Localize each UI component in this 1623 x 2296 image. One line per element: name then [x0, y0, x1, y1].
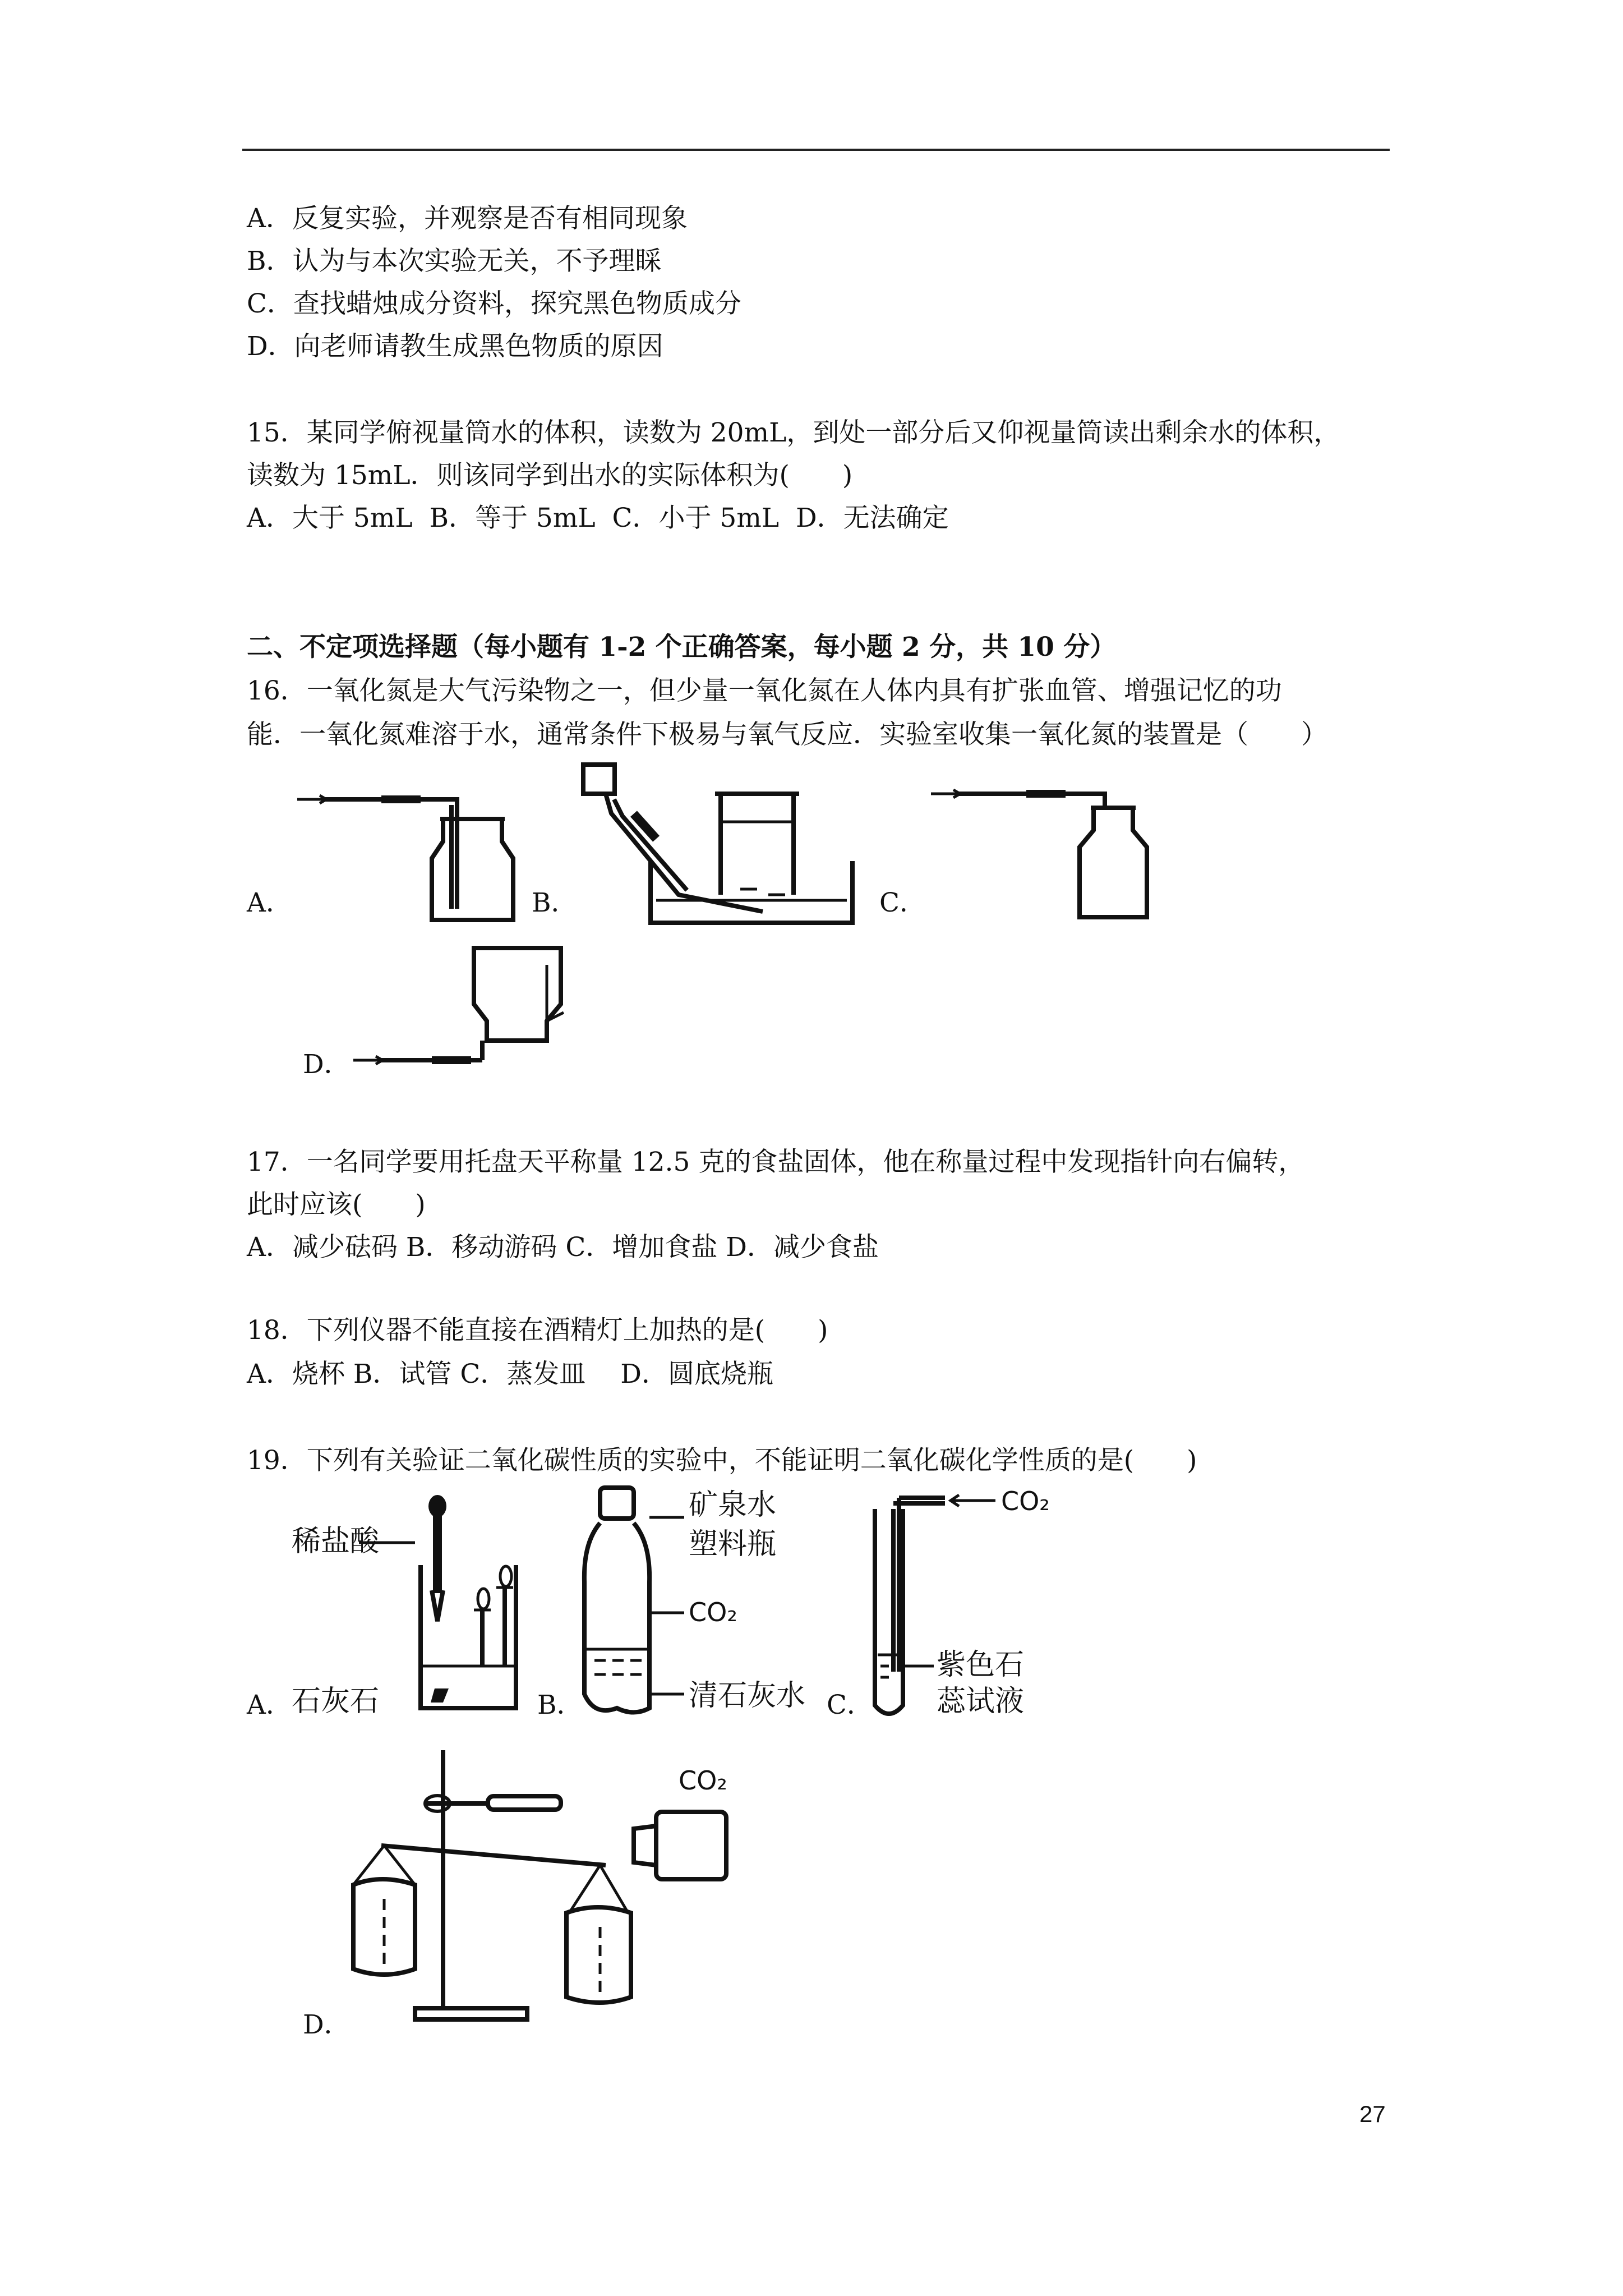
q16-figure-d — [348, 942, 583, 1077]
q19-fig-c-litmus-label-2: 蕊试液 — [937, 1685, 1025, 1718]
q19-stem: 19．下列有关验证二氧化碳性质的实验中，不能证明二氧化碳化学性质的是( ) — [247, 1445, 1197, 1476]
page-number: 27 — [1359, 2101, 1386, 2127]
q19-fig-b-bottle-label-2: 塑料瓶 — [689, 1527, 777, 1561]
q14-option-a: A．反复实验，并观察是否有相同现象 — [247, 203, 688, 234]
q14-option-b: B．认为与本次实验无关，不予理睬 — [247, 246, 662, 277]
q16-label-b: B． — [532, 887, 578, 918]
q17-stem-line2: 此时应该( ) — [247, 1189, 426, 1220]
q19-figure-d — [342, 1750, 768, 2031]
q17-options: A．减少砝码 B．移动游码 C．增加食盐 D．减少食盐 — [247, 1232, 879, 1263]
q16-label-c: C． — [879, 887, 926, 918]
q15-stem-line1: 15．某同学俯视量筒水的体积，读数为 20mL，到处一部分后又仰视量筒读出剩余水的体积， — [247, 417, 1340, 448]
q15-options: A．大于 5mL B．等于 5mL C．小于 5mL D．无法确定 — [247, 503, 949, 533]
q16-label-a: A． — [247, 887, 292, 918]
q16-stem-line2: 能．一氧化氮难溶于水，通常条件下极易与氧气反应．实验室收集一氧化氮的装置是（ ） — [247, 719, 1327, 750]
q18-stem: 18．下列仪器不能直接在酒精灯上加热的是( ) — [247, 1315, 828, 1346]
q19-fig-c-litmus-label-1: 紫色石 — [937, 1648, 1025, 1682]
q19-figure-b — [578, 1481, 869, 1728]
q19-fig-b-limewater-label: 清石灰水 — [689, 1679, 806, 1713]
q19-fig-b-bottle-label-1: 矿泉水 — [689, 1488, 777, 1522]
q19-label-c: C． — [827, 1690, 873, 1720]
q18-options: A．烧杯 B．试管 C．蒸发皿 D．圆底烧瓶 — [247, 1359, 773, 1389]
q16-stem-line1: 16．一氧化氮是大气污染物之一，但少量一氧化氮在人体内具有扩张血管、增强记忆的功 — [247, 675, 1282, 706]
q16-label-d: D． — [303, 1049, 351, 1080]
q14-option-c: C．查找蜡烛成分资料，探究黑色物质成分 — [247, 288, 741, 319]
q19-fig-c-gas-label: CO₂ — [1001, 1486, 1050, 1516]
q19-fig-b-gas-label: CO₂ — [689, 1597, 737, 1627]
q19-label-d: D． — [303, 2009, 351, 2040]
header-rule — [242, 149, 1390, 151]
q15-stem-line2: 读数为 15mL．则该同学到出水的实际体积为( ) — [247, 460, 853, 491]
q19-label-a: A． — [247, 1690, 292, 1720]
q19-label-b: B． — [537, 1690, 583, 1720]
section-heading: 二、不定项选择题（每小题有 1-2 个正确答案，每小题 2 分，共 10 分） — [247, 632, 1117, 662]
q17-stem-line1: 17．一名同学要用托盘天平称量 12.5 克的食盐固体，他在称量过程中发现指针向右偏转， — [247, 1147, 1305, 1177]
q19-figure-c — [866, 1481, 1102, 1717]
q19-fig-a-stone-label: 石灰石 — [292, 1685, 380, 1718]
q19-fig-a-acid-label: 稀盐酸 — [292, 1525, 380, 1558]
q14-option-d: D．向老师请教生成黑色物质的原因 — [247, 331, 663, 362]
q19-fig-d-gas-label: CO₂ — [679, 1765, 727, 1796]
q16-figure-b — [572, 760, 864, 940]
q16-figure-a — [292, 785, 527, 931]
q19-figure-a — [280, 1481, 550, 1717]
q16-figure-c — [925, 769, 1150, 931]
